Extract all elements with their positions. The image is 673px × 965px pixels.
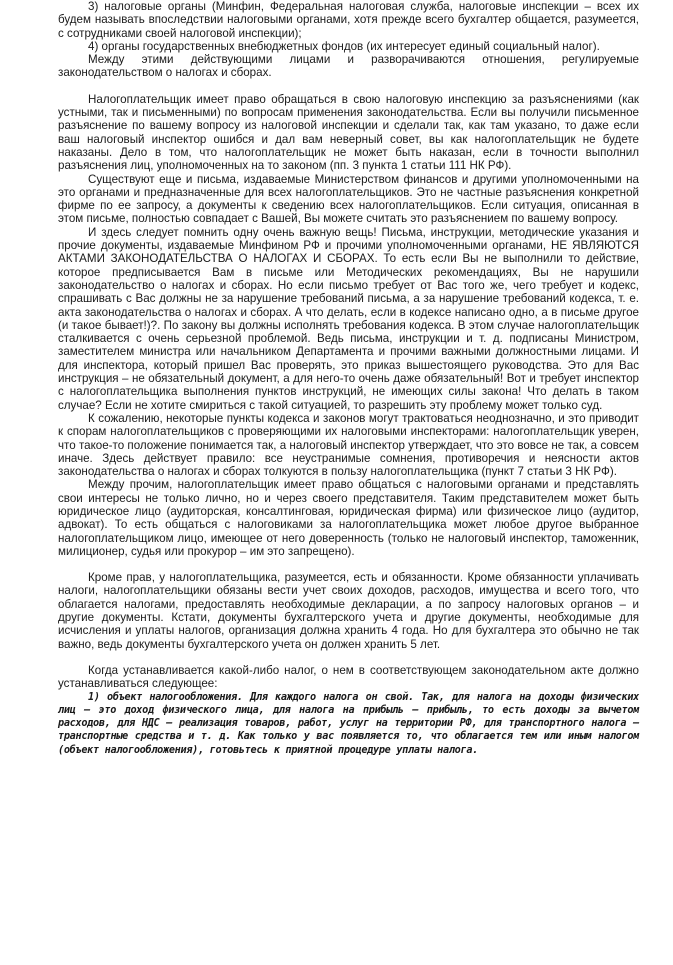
- paragraph-tax-authorities: 3) налоговые органы (Минфин, Федеральная налоговая служба, налоговые инспекции – всех их будем называть впоследствии налоговыми органами, хотя прежде всего бухгалтер общается, разумеется, с сотрудниками своей налоговой инспекции);: [58, 0, 639, 40]
- paragraph-ambiguity: К сожалению, некоторые пункты кодекса и законов могут трактоваться неоднозначно, и это приводит к спорам налогоплательщиков с проверяющими их налоговыми инспекторами: налогоплательщик уверен, что такое-то положение понимается так, а налоговый инспектор утверждает, что это вовсе не так, а совсем иначе. Здесь действует правило: все неустранимые сомнения, противоречия и неясности актов законодательства о налогах и сборах толкуются в пользу налогоплательщика (пункт 7 статьи 3 НК РФ).: [58, 411, 639, 479]
- paragraph-extrabudgetary-funds: 4) органы государственных внебюджетных фондов (их интересует единый социальный налог).: [88, 39, 600, 53]
- paragraph-right-to-clarification: Налогоплательщик имеет право обращаться в свою налоговую инспекцию за разъяснениями (как устными, так и письменными) по вопросам применения законодательства. Если вы получили письменное разъяснение по вашему вопросу из налоговой инспекции и сделали так, как там указано, то даже если ваш налоговый инспектор ошибся и дал вам неверный совет, вы как налогоплательщик не будете наказаны. Дело в том, что налогоплательщик не может быть наказан, если в точности выполнил разъяснения лиц, уполномоченных на то законом (пп. 3 пункта 1 статьи 111 НК РФ).: [58, 92, 639, 173]
- paragraph-representative: Между прочим, налогоплательщик имеет право общаться с налоговыми органами и представлять свои интересы не только лично, но и через своего представителя. Таким представителем может быть юридическое лицо (аудиторская, консалтинговая, юридическая фирма) или физическое лицо (аудитор, адвокат). То есть общаться с налоговиками за налогоплательщика может любое другое выбранное налогоплательщиком лицо, имеющее от него доверенность (только не налоговый инспектор, таможенник, милиционер, судья или прокурор – им это запрещено).: [58, 478, 639, 558]
- paragraph-tax-elements: Когда устанавливается какой-либо налог, о нем в соответствующем законодательном акте должно устанавливаться следующее:: [58, 663, 639, 691]
- paragraph-object-of-taxation: 1) объект налогообложения. Для каждого налога он свой. Так, для налога на доходы физических лиц – это доход физического лица, для налога на прибыль – прибыль, то есть доходы за вычетом расходов, для НДС – реализация товаров, работ, услуг на территории РФ, для транспортного налога – транспортные средства и т. д. Как только у вас появляется то, что облагается тем или иным налогом (объект налогообложения), готовьтесь к приятной процедуре уплаты налога.: [58, 691, 639, 756]
- paragraph-ministry-letters: Существуют еще и письма, издаваемые Министерством финансов и другими уполномоченными на это органами и предназначенные для всех налогоплательщиков. Это не частные разъяснения конкретной фирме по ее запросу, а документы к сведению всех налогоплательщиков. Если ситуация, описанная в этом письме, полностью совпадает с Вашей, Вы можете считать это разъяснением по вашему вопросу.: [58, 172, 639, 226]
- paragraph-obligations: Кроме прав, у налогоплательщика, разумеется, есть и обязанности. Кроме обязанности уплачивать налоги, налогоплательщики обязаны вести учет своих доходов, расходов, имущества и всего того, что облагается налогами, предоставлять необходимые декларации, а по запросу налоговых органов – и другие документы. Кстати, документы бухгалтерского учета и другие документы, необходимые для исчисления и уплаты налогов, организация должна хранить 4 года. Но для бухгалтера это обычно не так важно, ведь документы бухгалтерского учета он должен хранить 5 лет.: [58, 571, 639, 651]
- paragraph-important-note: И здесь следует помнить одну очень важную вещь! Письма, инструкции, методические указания и прочие документы, издаваемые Минфином РФ и прочими уполномоченными органами, НЕ ЯВЛЯЮТСЯ АКТАМИ ЗАКОНОДАТЕЛЬСТВА О НАЛОГАХ И СБОРАХ. То есть если Вы не выполнили то действие, которое предписывается Вам в письме или Методических рекомендациях, Вы не нарушили законодательство о налогах и сборах. Но если письмо требует от Вас того же, чего требует и кодекс, спрашивать с Вас должны не за нарушение требований письма, а за нарушение требований кодекса, т. е. акта законодательства о налогах и сборах. А что делать, если в кодексе написано одно, а в письме другое (и такое бывает!)?. По закону вы должны исполнять требования кодекса. В этом случае налогоплательщик сталкивается с очень серьезной проблемой. Ведь письма, инструкции и т. д. подписаны Министром, заместителем министра или начальником Департамента и прочими важными должностными лицами. И для инспектора, который пришел Вас проверять, это приказ вышестоящего руководства. Это для Вас инструкция – не обязательный документ, а для него-то очень даже обязательный! Вот и требует инспектор с налогоплательщика выполнения пунктов инструкций, не имеющих силы закона! Что делать в таком случае? Если не хотите смириться с такой ситуацией, то разрешить эту проблему может только суд.: [58, 225, 639, 412]
- paragraph-relations: Между этими действующими лицами и разворачиваются отношения, регулируемые законодательством о налогах и сборах.: [58, 53, 639, 80]
